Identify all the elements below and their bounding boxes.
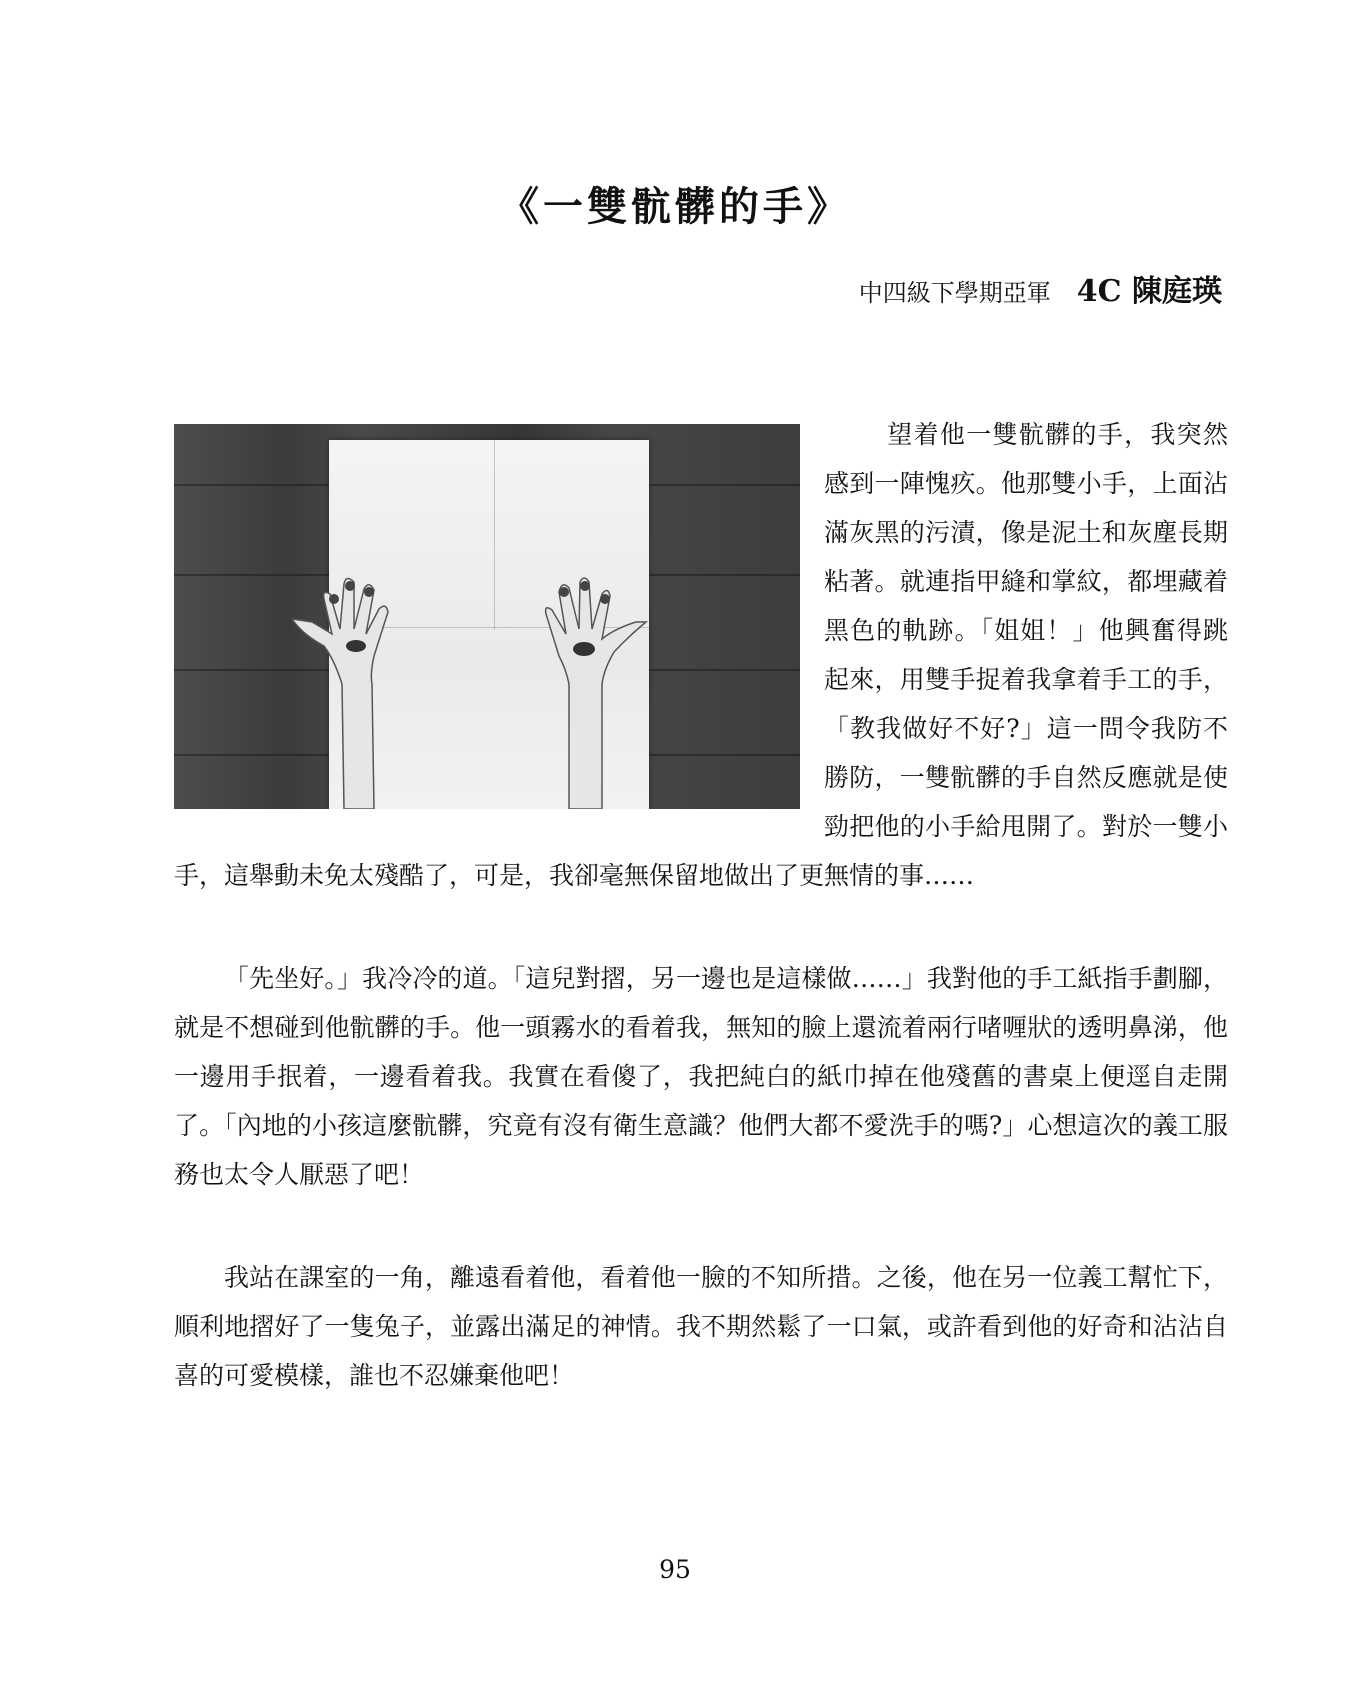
- article-body: [174, 410, 1228, 1454]
- page-title: 《一雙骯髒的手》: [499, 183, 851, 230]
- award-label: 中四級下學期亞軍: [858, 279, 1051, 307]
- paragraph-2: 「先坐好。」我冷冷的道。「這兒對摺，另一邊也是這樣做……」我對他的手工紙指手劃腳，就是不想碰到他骯髒的手。他一頭霧水的看着我，無知的臉上還流着兩行啫喱狀的透明鼻涕，他一邊用手抿着，一邊看着我。我實在看傻了，我把純白的紙巾掉在他殘舊的書桌上便逕自走開了。「內地的小孩這麼骯髒，究竟有沒有衛生意識？他們大都不愛洗手的嗎?」心想這次的義工服務也太令人厭惡了吧！: [174, 964, 1228, 1189]
- byline: [859, 266, 1222, 310]
- author-name: 4C 陳庭瑛: [1076, 274, 1222, 309]
- page-number: 95: [659, 1555, 691, 1584]
- paragraph-3: 我站在課室的一角，離遠看着他，看着他一臉的不知所措。之後，他在另一位義工幫忙下，順利地摺好了一隻兔子，並露出滿足的神情。我不期然鬆了一口氣，或許看到他的好奇和沾沾自喜的可愛模樣，誰也不忍嫌棄他吧！: [174, 1263, 1228, 1390]
- paragraph-1: 望着他一雙骯髒的手，我突然感到一陣愧疚。他那雙小手，上面沾滿灰黑的污漬，像是泥土和灰塵長期粘著。就連指甲縫和掌紋，都埋藏着黑色的軌跡。「姐姐！」他興奮得跳起來，用雙手捉着我拿着手工的手，「教我做好不好?」這一問令我防不勝防，一雙骯髒的手自然反應就是使勁把他的小手給甩開了。對於一雙小手，這舉動未免太殘酷了，可是，我卻毫無保留地做出了更無情的事……: [174, 420, 1228, 890]
